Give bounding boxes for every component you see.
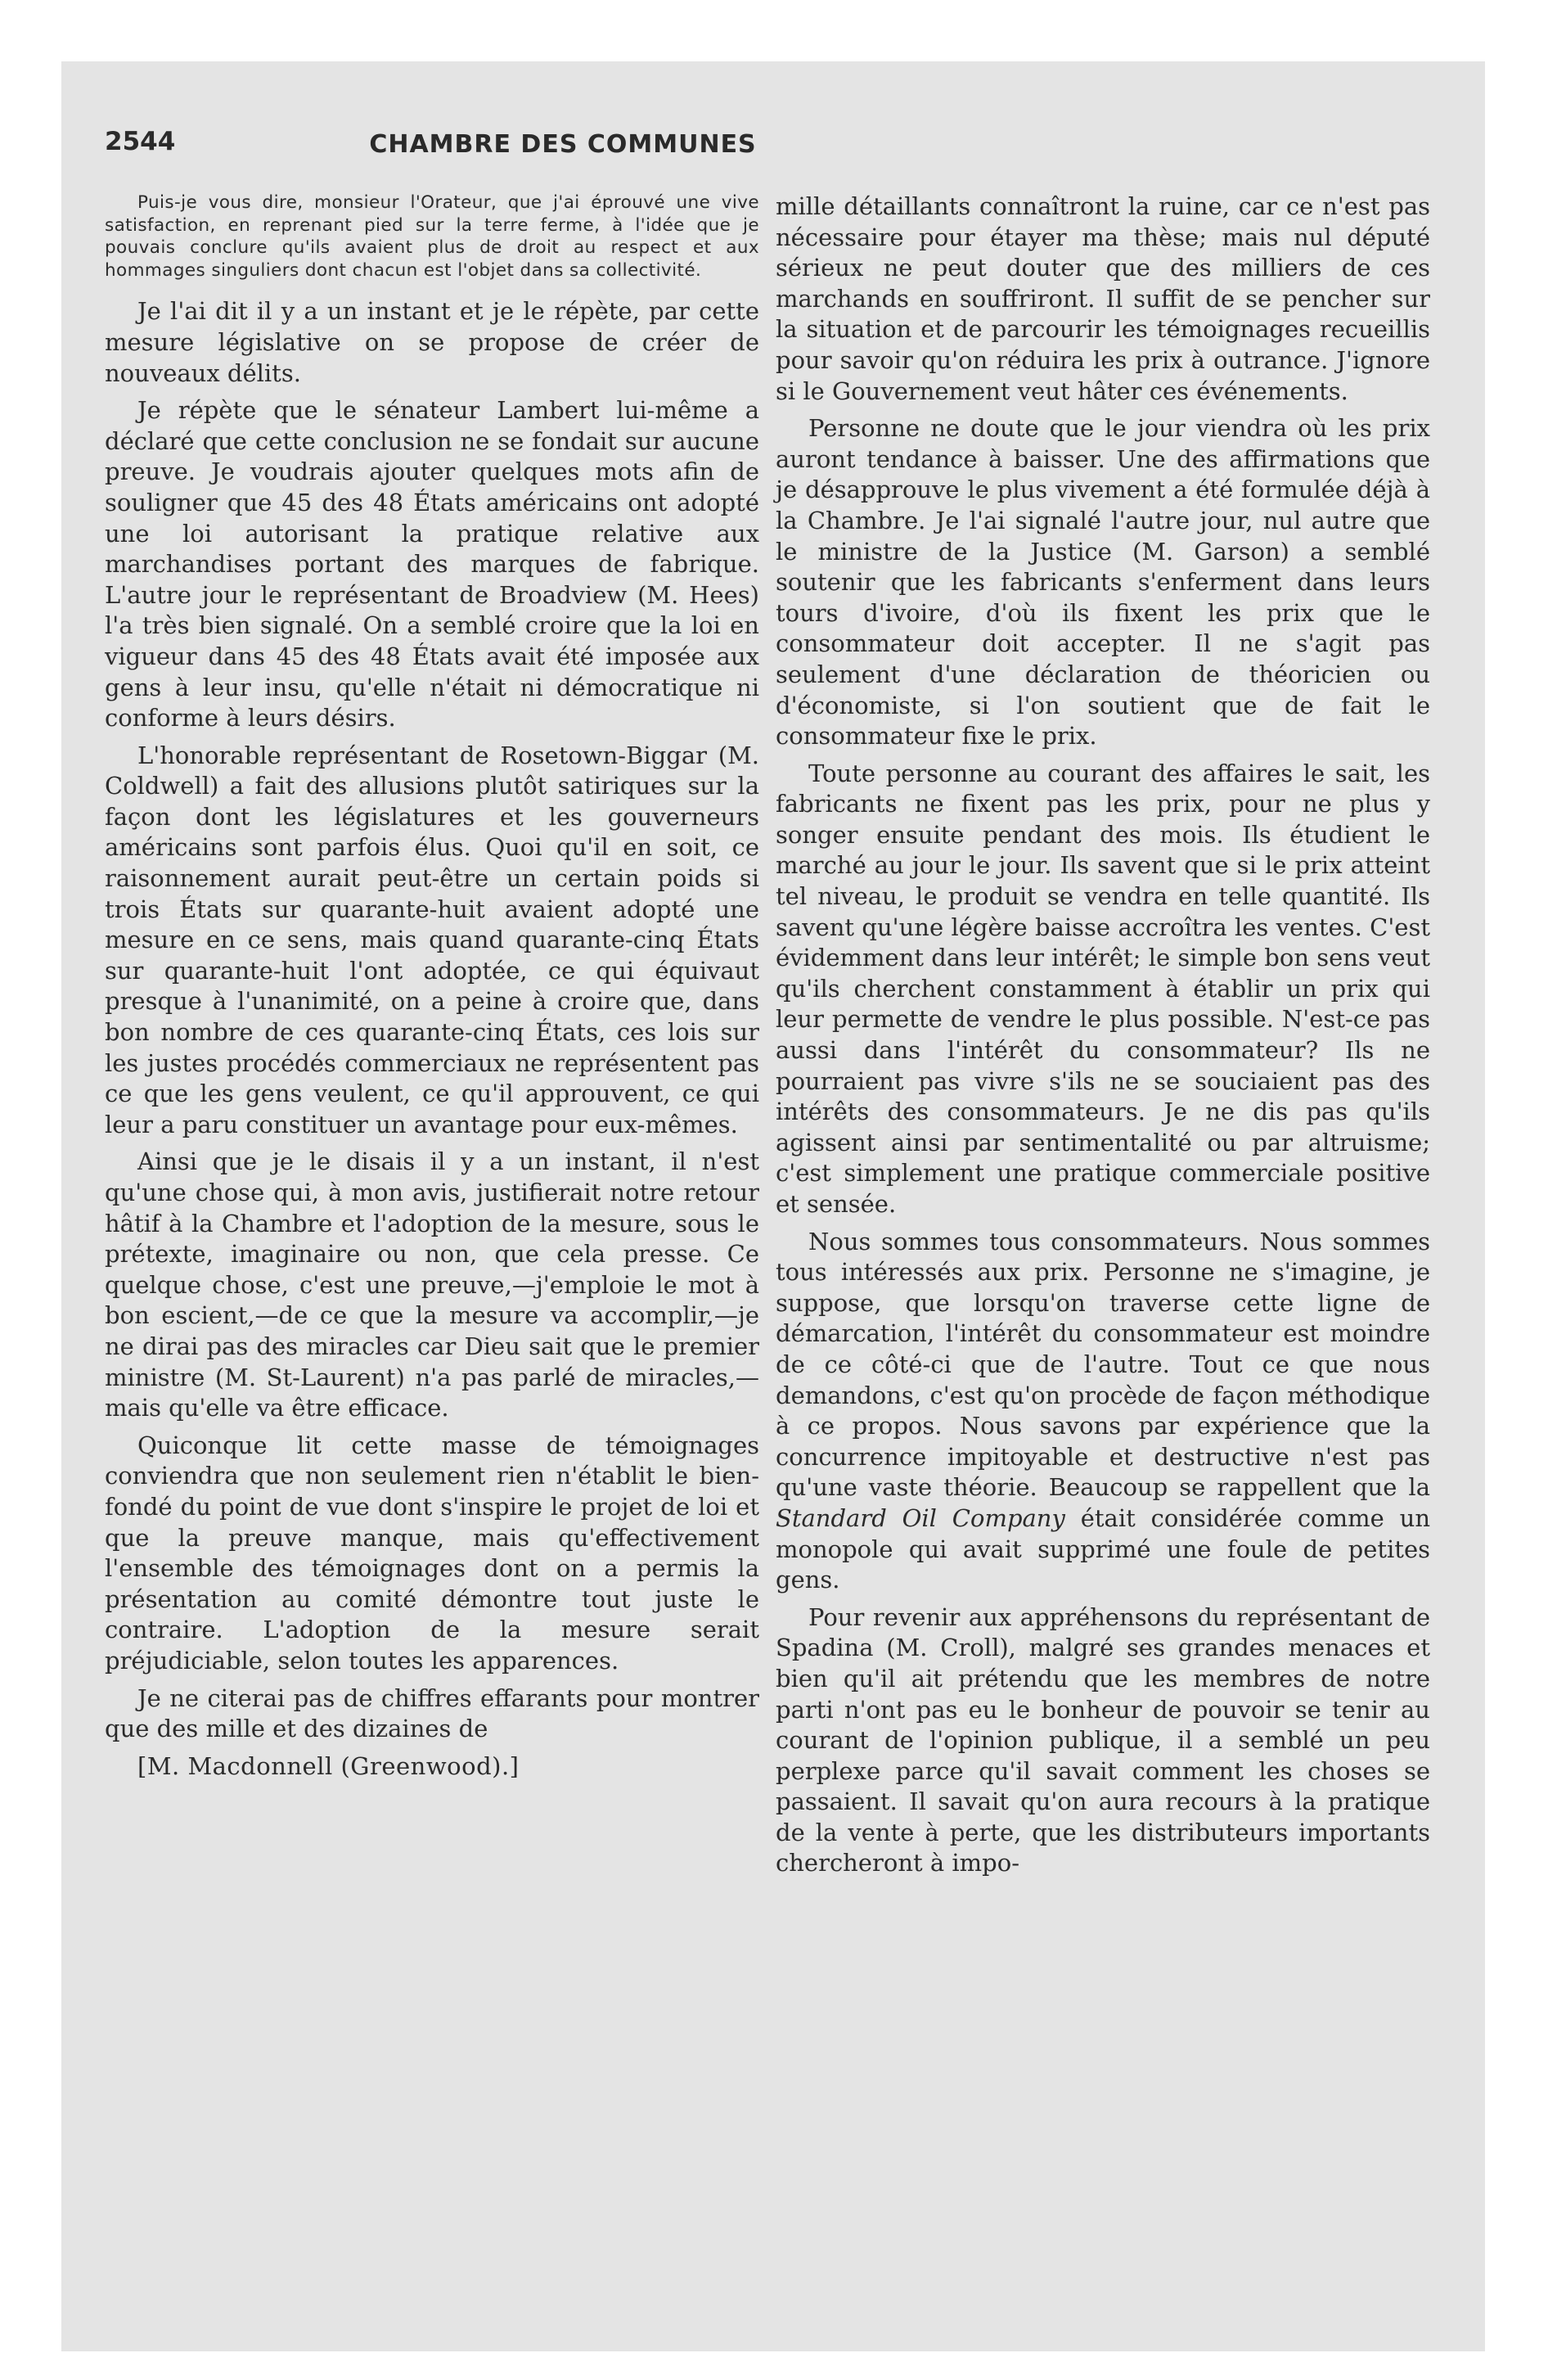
page-number: 2544 bbox=[105, 127, 176, 156]
company-name: Standard Oil Company bbox=[776, 1503, 1065, 1532]
paragraph: Toute personne au courant des affaires le sait, les fabricants ne fixent pas les prix, pour ne plus y songer ensuite pendant des mois. Ils étudient le marché au jour le jour. Ils savent que si le prix atteint tel niveau, le produit se vendra en telle quantité. Ils savent qu'une légère baisse accroîtra les ventes. C'est évidemment dans leur intérêt; le simple bon sens veut qu'ils cherchent constamment à établir un prix qui leur permette de vendre le plus possible. N'est-ce pas aussi dans l'intérêt du consommateur? Ils ne pourraient pas vivre s'ils ne se souciaient pas des intérêts des consommateurs. Je ne dis pas qu'ils agissent ainsi par sentimentalité ou par altruisme; c'est simplement une pratique commerciale positive et sensée. bbox=[776, 759, 1430, 1218]
paragraph: Je ne citerai pas de chiffres effarants pour montrer que des mille et des dizaines de bbox=[105, 1684, 759, 1743]
paragraph: Personne ne doute que le jour viendra où les prix auront tendance à baisser. Une des affirmations que je désapprouve le plus vivement a été formulée déjà à la Chambre. Je l'ai signalé l'autre jour, nul autre que le ministre de la Justice (M. Garson) a semblé soutenir que les fabricants s'enferment dans leurs tours d'ivoire, d'où ils fixent les prix que le consommateur doit accepter. Il ne s'agit pas seulement d'une déclaration de théoricien ou d'économiste, si l'on soutient que de fait le consommateur fixe le prix. bbox=[776, 414, 1430, 751]
paragraph: L'honorable représentant de Rosetown-Biggar (M. Coldwell) a fait des allusions plutôt satiriques sur la façon dont les législatures et les gouverneurs américains sont parfois élus. Quoi qu'il en soit, ce raisonnement aurait peut-être un certain poids si trois États sur quarante-huit avaient adopté une mesure en ce sens, mais quand quarante-cinq États sur quarante-huit l'ont adoptée, ce qui équivaut presque à l'unanimité, on a peine à croire que, dans bon nombre de ces quarante-cinq États, ces lois sur les justes procédés commerciaux ne représentent pas ce que les gens veulent, ce qu'il approuvent, ce qui leur a paru constituer un avantage pour eux-mêmes. bbox=[105, 741, 759, 1138]
paragraph: Quiconque lit cette masse de témoignages conviendra que non seulement rien n'établit le bien-fondé du point de vue dont s'inspire le projet de loi et que la preuve manque, mais qu'effectivement l'ensemble des témoignages dont on a permis la présentation au comité démontre tout juste le contraire. L'adoption de la mesure serait préjudiciable, selon toutes les apparences. bbox=[105, 1431, 759, 1675]
block-quote bbox=[105, 192, 759, 282]
paragraph-with-company bbox=[776, 1227, 1430, 1596]
page-header bbox=[105, 127, 1001, 168]
paragraph: mille détaillants connaîtront la ruine, car ce n'est pas nécessaire pour étayer ma thèse; mais nul député sérieux ne peut douter que des milliers de ces marchands en souffriront. Il suffit de se pencher sur la situation et de parcourir les témoignages recueillis pour savoir qu'on réduira les prix à outrance. J'ignore si le Gouvernement veut hâter ces événements. bbox=[776, 192, 1430, 405]
running-head: CHAMBRE DES COMMUNES bbox=[369, 130, 757, 159]
paragraph-text: Nous sommes tous consommateurs. Nous sommes tous intéressés aux prix. Personne ne s'imagine, je suppose, que lorsqu'on traverse cette ligne de démarcation, l'intérêt du consommateur est moindre de ce côté-ci que de l'autre. Tout ce que nous demandons, c'est qu'on procède de façon méthodique à ce propos. Nous savons par expérience que la concurrence impitoyable et destructive n'est pas qu'une vaste théorie. Beaucoup se rappellent que la bbox=[776, 1227, 1430, 1502]
right-column bbox=[776, 192, 1430, 1879]
paragraph: Je l'ai dit il y a un instant et je le répète, par cette mesure législative on se propose de créer de nouveaux délits. bbox=[105, 297, 759, 387]
quote-paragraph: Puis-je vous dire, monsieur l'Orateur, que j'ai éprouvé une vive satisfaction, en reprenant pied sur la terre ferme, à l'idée que je pouvais conclure qu'ils avaient plus de droit au respect et aux hommages singuliers dont chacun est l'objet dans sa collectivité. bbox=[105, 192, 759, 281]
paragraph: Je répète que le sénateur Lambert lui-même a déclaré que cette conclusion ne se fondait sur aucune preuve. Je voudrais ajouter quelques mots afin de souligner que 45 des 48 États américains ont adopté une loi autorisant la pratique relative aux marchandises portant des marques de fabrique. L'autre jour le représentant de Broadview (M. Hees) l'a très bien signalé. On a semblé croire que la loi en vigueur dans 45 des 48 États avait été imposée aux gens à leur insu, qu'elle n'était ni démocratique ni conforme à leurs désirs. bbox=[105, 396, 759, 732]
left-column bbox=[105, 192, 759, 1782]
speaker-reference: [M. Macdonnell (Greenwood).] bbox=[137, 1751, 520, 1780]
paragraph: Pour revenir aux appréhensons du représentant de Spadina (M. Croll), malgré ses grandes menaces et bien qu'il ait prétendu que les membres de notre parti n'ont pas eu le bonheur de pouvoir se tenir au courant de l'opinion publique, il a semblé un peu perplexe parce qu'il savait comment les choses se passaient. Il savait qu'on aura recours à la pratique de la vente à perte, que les distributeurs importants chercheront à impo- bbox=[776, 1602, 1430, 1877]
paragraph-text-tail: était considérée comme un monopole qui avait supprimé une foule de petites gens. bbox=[776, 1503, 1431, 1594]
paragraph: Ainsi que je le disais il y a un instant, il n'est qu'une chose qui, à mon avis, justifierait notre retour hâtif à la Chambre et l'adoption de la mesure, sous le prétexte, imaginaire ou non, que cela presse. Ce quelque chose, c'est une preuve,—j'emploie le mot à bon escient,—de ce que la mesure va accomplir,—je ne dirai pas des miracles car Dieu sait que le premier ministre (M. St-Laurent) n'a pas parlé de miracles,—mais qu'elle va être efficace. bbox=[105, 1147, 759, 1422]
